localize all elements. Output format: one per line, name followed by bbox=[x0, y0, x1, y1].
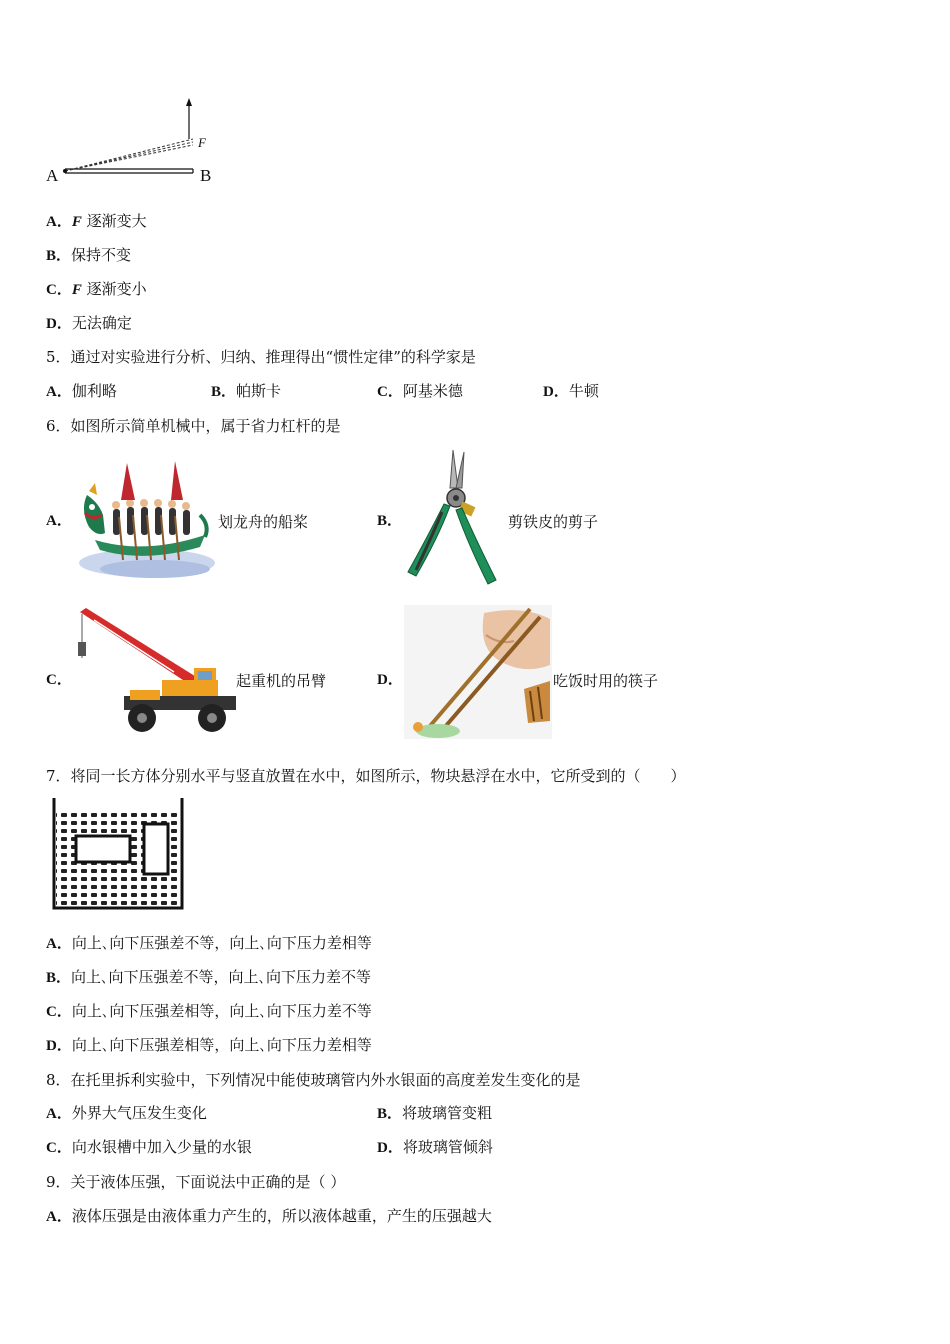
q8-option-c[interactable]: C．向水银槽中加入少量的水银 bbox=[46, 1138, 252, 1156]
q6-option-a-caption: 划龙舟的船桨 bbox=[218, 513, 309, 531]
dragon-boat-image bbox=[75, 455, 217, 583]
water-tank-diagram bbox=[50, 796, 188, 912]
q6-option-d-caption: 吃饭时用的筷子 bbox=[553, 672, 659, 690]
q4-option-d[interactable]: D．无法确定 bbox=[46, 314, 132, 332]
q5-option-a[interactable]: A．伽利略 bbox=[46, 382, 117, 400]
q9-option-a[interactable]: A．液体压强是由液体重力产生的，所以液体越重，产生的压强越大 bbox=[46, 1207, 492, 1225]
q6-option-c-label[interactable]: C． bbox=[46, 672, 72, 688]
q8-option-b[interactable]: B．将玻璃管变粗 bbox=[377, 1104, 493, 1122]
q9-question: 9．关于液体压强，下面说法中正确的是（ ） bbox=[46, 1173, 346, 1191]
q7-option-d[interactable]: D．向上､向下压强差相等，向上､向下压力差相等 bbox=[46, 1036, 372, 1054]
q4-option-a[interactable]: A．F 逐渐变大 bbox=[46, 212, 147, 230]
q8-option-a[interactable]: A．外界大气压发生变化 bbox=[46, 1104, 207, 1122]
q4-option-b[interactable]: B．保持不变 bbox=[46, 246, 132, 264]
q6-option-a-label[interactable]: A． bbox=[46, 513, 72, 529]
q6-option-c-caption: 起重机的吊臂 bbox=[236, 672, 327, 690]
lever-diagram bbox=[40, 95, 230, 190]
q6-question: 6．如图所示简单机械中，属于省力杠杆的是 bbox=[46, 417, 341, 435]
q6-option-b-label[interactable]: B． bbox=[377, 513, 403, 529]
q6-option-d-label[interactable]: D． bbox=[377, 672, 403, 688]
label-f: F bbox=[198, 135, 206, 150]
label-a: A bbox=[46, 166, 59, 185]
q4-option-c[interactable]: C．F 逐渐变小 bbox=[46, 280, 147, 298]
q6-option-b-caption: 剪铁皮的剪子 bbox=[508, 513, 599, 531]
chopsticks-image bbox=[404, 605, 552, 739]
q8-option-d[interactable]: D．将玻璃管倾斜 bbox=[377, 1138, 493, 1156]
q5-question: 5．通过对实验进行分析、归纳、推理得出“惯性定律”的科学家是 bbox=[46, 348, 476, 366]
q7-option-b[interactable]: B．向上､向下压强差不等，向上､向下压力差不等 bbox=[46, 968, 372, 986]
q5-option-b[interactable]: B．帕斯卡 bbox=[211, 382, 282, 400]
q5-option-d[interactable]: D．牛顿 bbox=[543, 382, 599, 400]
q7-option-a[interactable]: A．向上､向下压强差不等，向上､向下压力差相等 bbox=[46, 934, 372, 952]
q8-question: 8．在托里拆利实验中，下列情况中能使玻璃管内外水银面的高度差发生变化的是 bbox=[46, 1071, 581, 1089]
q7-question: 7．将同一长方体分别水平与竖直放置在水中，如图所示，物块悬浮在水中，它所受到的（ ） bbox=[46, 767, 686, 785]
q7-option-c[interactable]: C．向上､向下压强差相等，向上､向下压力差不等 bbox=[46, 1002, 372, 1020]
q5-option-c[interactable]: C．阿基米德 bbox=[377, 382, 463, 400]
label-b: B bbox=[200, 166, 212, 185]
tin-snips-image bbox=[398, 448, 508, 588]
crane-image bbox=[74, 608, 236, 736]
